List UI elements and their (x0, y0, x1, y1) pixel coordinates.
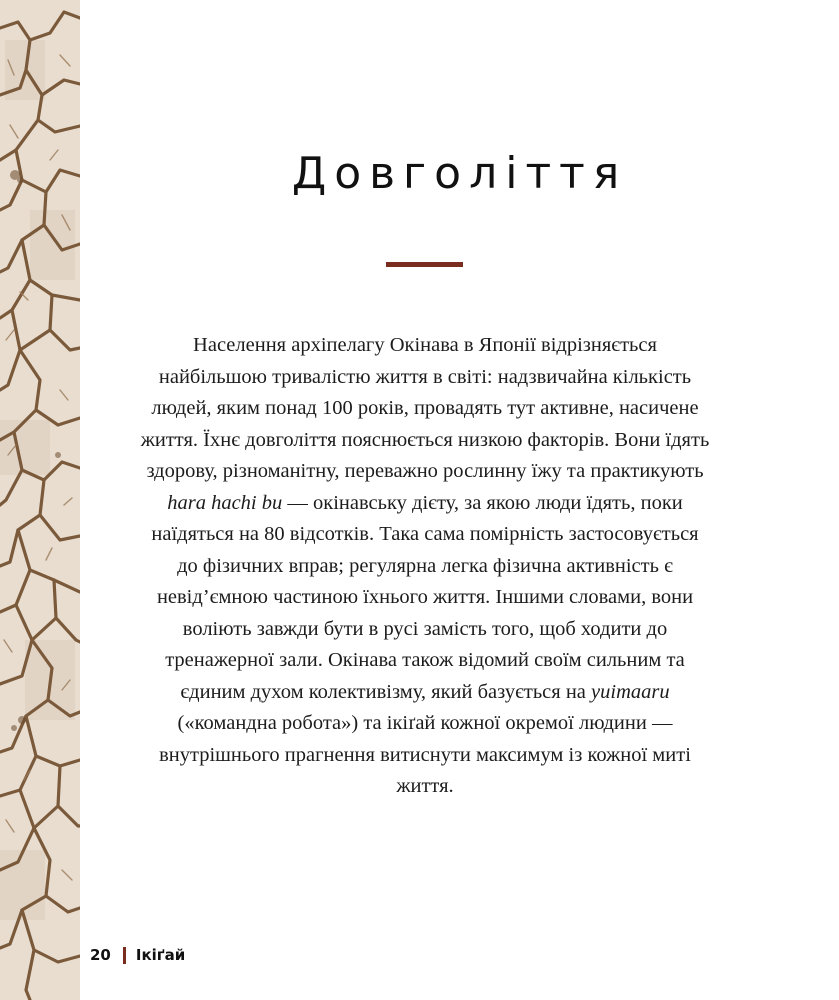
title-underline (386, 262, 463, 267)
body-paragraph (140, 330, 710, 803)
footer-separator (123, 947, 126, 964)
page-footer (90, 946, 185, 964)
cracked-earth-image (0, 0, 80, 1000)
paragraph-italic-term-2: yuimaaru (591, 680, 670, 703)
paragraph-italic-term-1: hara hachi bu (167, 491, 283, 514)
book-title: Ікіґай (135, 946, 186, 964)
paragraph-text-part-1: Населення архіпелагу Окінава в Японії відрізняється найбільшою тривалістю життя в світі: надзвичайна кількість людей, яким понад 100 років, провадять тут активне, насичене життя. Їхнє довголіття пояснюється низкою факторів. Вони їдять здорову, різноманітну, переважно рослинну їжу та практикують (140, 334, 710, 482)
paragraph-text-part-3: («командна робота») та ікіґай кожної окремої людини — внутрішнього прагнення витиснути максимум із кожної миті життя. (159, 712, 691, 797)
paragraph-text-part-2: — окінавську дієту, за якою люди їдять, поки наїдяться на 80 відсотків. Така сама помірність застосовується до фізичних вправ; регулярна легка фізична активність є невід’ємною частиною їхнього життя. Іншими словами, вони воліють завжди бути в русі замість того, щоб ходити до тренажерної зали. Окінава також відомий своїм сильним та єдиним духом колективізму, який базується на (151, 491, 699, 703)
page-title: Довголіття (291, 148, 628, 199)
page-number: 20 (90, 946, 111, 964)
